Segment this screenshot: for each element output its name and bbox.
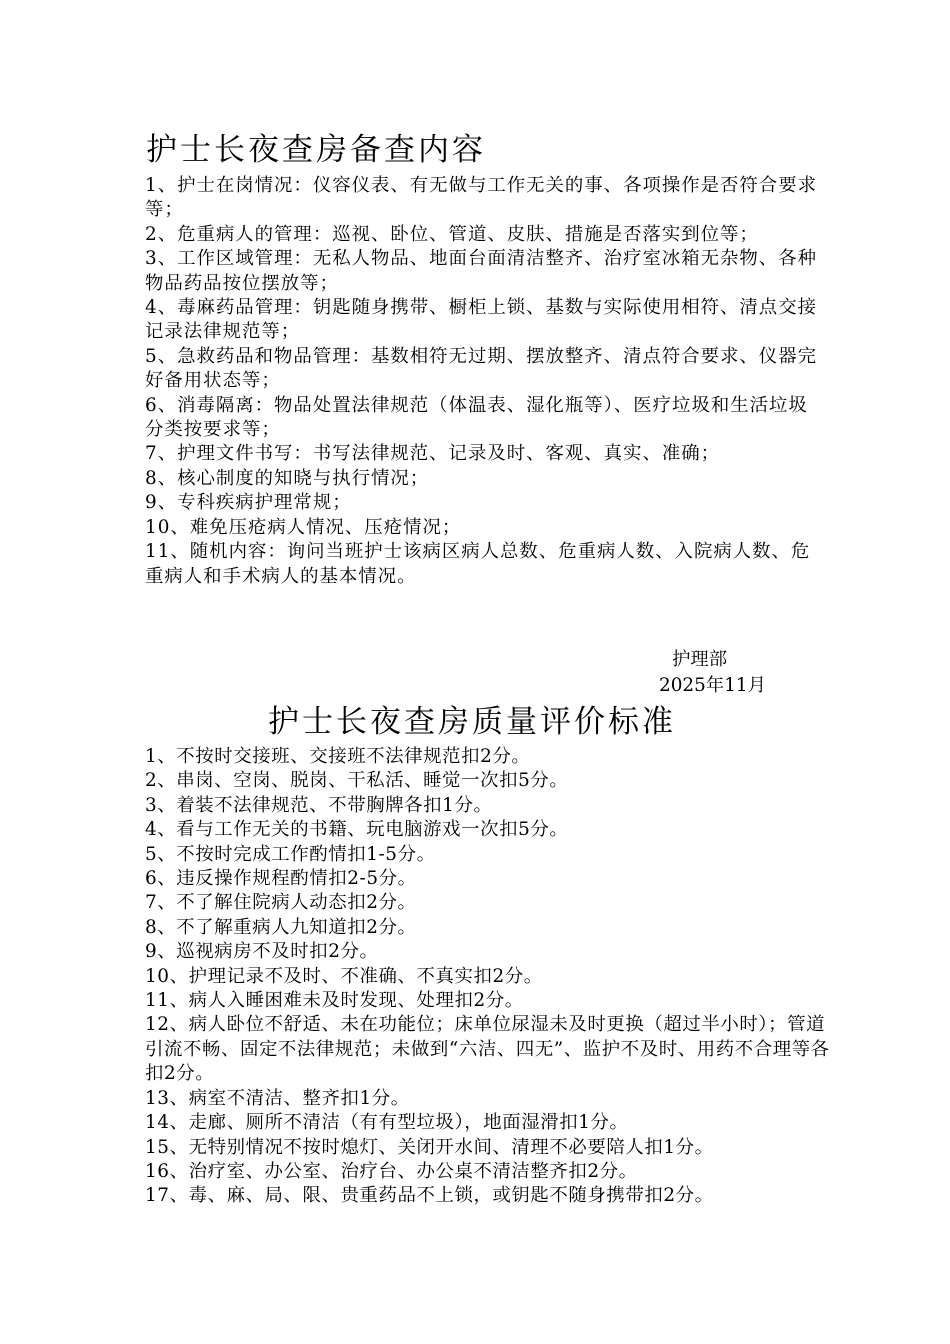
checklist-item: 5、急救药品和物品管理：基数相符无过期、摆放整齐、清点符合要求、仪器完好备用状态等； — [145, 345, 817, 392]
title-night-rounds-checklist: 护士长夜查房备查内容 — [146, 132, 486, 168]
signature-date: 2025年11月 — [659, 675, 766, 696]
checklist-section — [145, 174, 825, 589]
standard-item: 4、看与工作无关的书籍、玩电脑游戏一次扣5分。 — [145, 819, 569, 841]
standard-item: 10、护理记录不及时、不准确、不真实扣2分。 — [145, 965, 543, 987]
checklist-item: 1、护士在岗情况：仪容仪表、有无做与工作无关的事、各项操作是否符合要求等； — [145, 175, 817, 221]
standard-item: 14、走廊、厕所不清洁（有有型垃圾），地面湿滑扣1分。 — [145, 1112, 629, 1134]
standard-item: 11、病人入睡困难未及时发现、处理扣2分。 — [145, 990, 524, 1012]
standard-item: 8、不了解重病人九知道扣2分。 — [145, 916, 417, 938]
standard-item: 9、巡视病房不及时扣2分。 — [145, 941, 379, 963]
checklist-item: 7、护理文件书写：书写法律规范、记录及时、客观、真实、准确； — [145, 443, 721, 465]
checklist-item: 10、难免压疮病人情况、压疮情况； — [145, 516, 462, 538]
standard-item: 12、病人卧位不舒适、未在功能位；床单位尿湿未及时更换（超过半小时）；管道引流不畅、固定不法律规范；未做到“六洁、四无”、监护不及时、用药不合理等各扣2分。 — [145, 1014, 830, 1085]
checklist-item: 3、工作区域管理：无私人物品、地面台面清洁整齐、治疗室冰箱无杂物、各种物品药品按位摆放等； — [145, 248, 817, 294]
standard-item: 3、着装不法律规范、不带胸牌各扣1分。 — [145, 794, 493, 816]
checklist-item: 8、核心制度的知晓与执行情况； — [145, 467, 430, 489]
checklist-item: 6、消毒隔离：物品处置法律规范（体温表、湿化瓶等）、医疗垃圾和生活垃圾分类按要求等； — [145, 394, 808, 441]
title-quality-evaluation-standards: 护士长夜查房质量评价标准 — [268, 704, 676, 740]
standard-item: 5、不按时完成工作酌情扣1-5分。 — [145, 843, 436, 865]
standard-item: 6、违反操作规程酌情扣2-5分。 — [145, 868, 417, 890]
checklist-item: 2、危重病人的管理：巡视、卧位、管道、皮肤、措施是否落实到位等； — [145, 223, 759, 245]
standard-item: 13、病室不清洁、整齐扣1分。 — [145, 1087, 410, 1109]
standard-item: 2、串岗、空岗、脱岗、干私活、睡觉一次扣5分。 — [145, 770, 569, 792]
evaluation-standards-section — [145, 745, 835, 1209]
signature-department: 护理部 — [672, 649, 728, 670]
checklist-item: 11、随机内容：询问当班护士该病区病人总数、危重病人数、入院病人数、危重病人和手术病人的基本情况。 — [145, 541, 811, 587]
standard-item: 15、无特别情况不按时熄灯、关闭开水间、清理不必要陪人扣1分。 — [145, 1136, 714, 1158]
standard-item: 7、不了解住院病人动态扣2分。 — [145, 892, 417, 914]
standard-item: 1、不按时交接班、交接班不法律规范扣2分。 — [145, 746, 531, 767]
checklist-item: 4、毒麻药品管理：钥匙随身携带、橱柜上锁、基数与实际使用相符、清点交接记录法律规范等； — [145, 297, 817, 343]
standard-item: 17、毒、麻、局、限、贵重药品不上锁，或钥匙不随身携带扣2分。 — [145, 1185, 714, 1207]
standard-item: 16、治疗室、办公室、治疗台、办公桌不清洁整齐扣2分。 — [145, 1160, 638, 1182]
checklist-item: 9、专科疾病护理常规； — [145, 492, 352, 514]
